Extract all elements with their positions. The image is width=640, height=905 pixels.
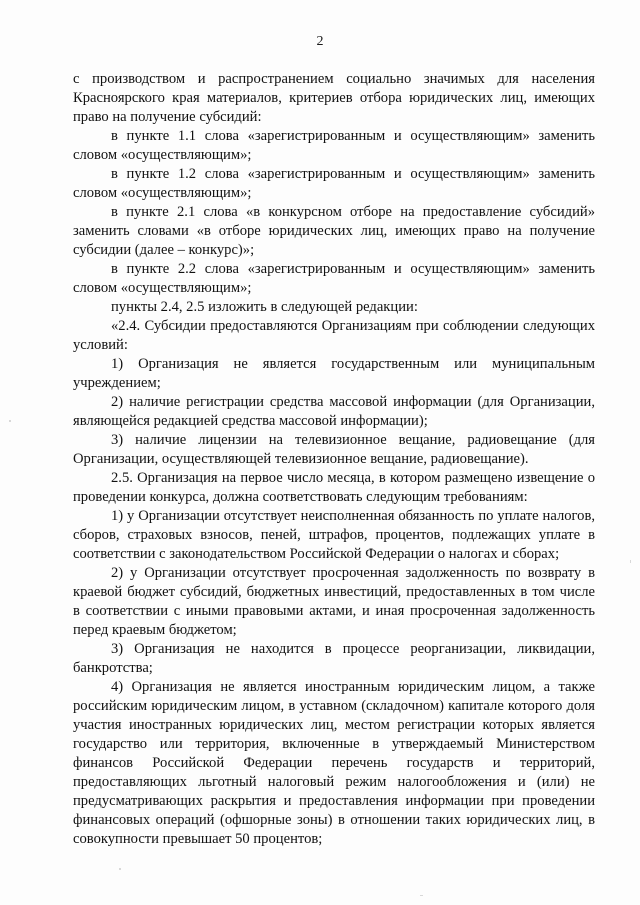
- paragraph: 2) наличие регистрации средства массовой информации (для Организации, являющейся редакцией средства массовой информации);: [73, 394, 595, 429]
- paragraph: 3) наличие лицензии на телевизионное вещание, радиовещание (для Организации, осуществляющей телевизионное вещание, радиовещание).: [73, 432, 595, 467]
- scan-speck: [9, 420, 11, 422]
- paragraph: 3) Организация не находится в процессе реорганизации, ликвидации, банкротства;: [73, 641, 595, 676]
- page-number: 2: [316, 34, 324, 49]
- paragraph: 1) у Организации отсутствует неисполненная обязанность по уплате налогов, сборов, страховых взносов, пеней, штрафов, процентов, подлежащих уплате в соответствии с законодательством Российской Федерации о налогах и сборах;: [73, 508, 595, 562]
- paragraph: пункты 2.4, 2.5 изложить в следующей редакции:: [111, 299, 418, 315]
- paragraph: в пункте 2.2 слова «зарегистрированным и осуществляющим» заменить словом «осуществляющим»;: [73, 261, 595, 296]
- paragraph: в пункте 2.1 слова «в конкурсном отборе на предоставление субсидий» заменить словами «в отборе юридических лиц, имеющих право на получение субсидии (далее – конкурс)»;: [73, 204, 595, 258]
- paragraph: 1) Организация не является государственным или муниципальным учреждением;: [73, 356, 595, 391]
- scan-speck: [119, 868, 121, 870]
- scan-speck: [420, 895, 423, 896]
- document-body: [73, 70, 595, 849]
- paragraph: 4) Организация не является иностранным юридическим лицом, а также российским юридическим лицом, в уставном (складочном) капитале которого доля участия иностранных юридических лиц, местом регистрации которых является государство или территория, включенные в утверждаемый Министерством финансов Российской Федерации перечень государств и территорий, предоставляющих льготный налоговый режим налогообложения и (или) не предусматривающих раскрытия и предоставления информации при проведении финансовых операций (офшорные зоны) в отношении таких юридических лиц, в совокупности превышает 50 процентов;: [73, 679, 595, 847]
- paragraph: в пункте 1.1 слова «зарегистрированным и осуществляющим» заменить словом «осуществляющим»;: [73, 128, 595, 163]
- paragraph: 2.5. Организация на первое число месяца, в котором размещено извещение о проведении конкурса, должна соответствовать следующим требованиям:: [73, 470, 595, 505]
- scan-speck: [630, 560, 631, 563]
- paragraph: в пункте 1.2 слова «зарегистрированным и осуществляющим» заменить словом «осуществляющим»;: [73, 166, 595, 201]
- paragraph: «2.4. Субсидии предоставляются Организациям при соблюдении следующих условий:: [73, 318, 595, 353]
- paragraph: с производством и распространением социально значимых для населения Красноярского края материалов, критериев отбора юридических лиц, имеющих право на получение субсидий:: [73, 71, 595, 125]
- paragraph: 2) у Организации отсутствует просроченная задолженность по возврату в краевой бюджет субсидий, бюджетных инвестиций, предоставленных в том числе в соответствии с иными правовыми актами, и иная просроченная задолженность перед краевым бюджетом;: [73, 565, 595, 638]
